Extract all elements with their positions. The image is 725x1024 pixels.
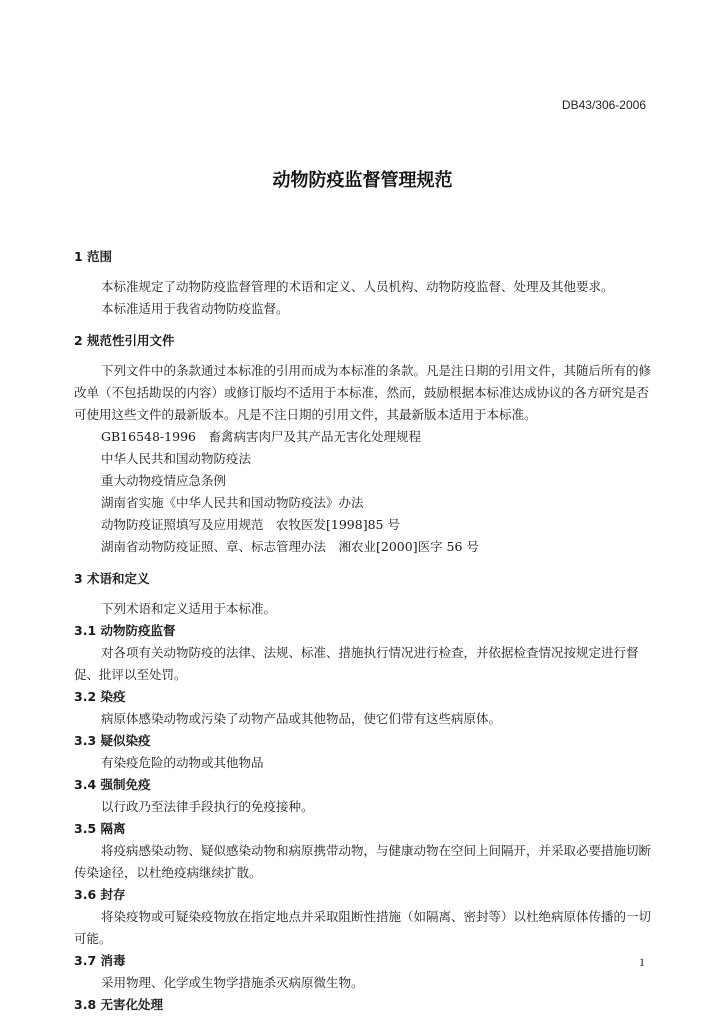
section-heading: 2 规范性引用文件 bbox=[74, 333, 175, 348]
section-heading: 1 范围 bbox=[74, 249, 113, 264]
term-definition: 病原体感染动物或污染了动物产品或其他物品，使它们带有这些病原体。 bbox=[101, 711, 502, 726]
term-heading: 3.8 无害化处理 bbox=[74, 997, 163, 1012]
section-heading: 3 术语和定义 bbox=[74, 571, 150, 586]
reference-item: 湖南省动物防疫证照、章、标志管理办法 湘农业[2000]医字 56 号 bbox=[101, 539, 479, 554]
paragraph: 下列文件中的条款通过本标准的引用而成为本标准的条款。凡是注日期的引用文件，其随后所有的修改单（不包括勘误的内容）或修订版均不适用于本标准，然而，鼓励根据本标准达成协议的各方研究是否可使用这些文件的最新版本。凡是不注日期的引用文件，其最新版本适用于本标准。 bbox=[74, 363, 652, 422]
term-heading: 3.3 疑似染疫 bbox=[74, 733, 151, 748]
term-definition: 对各项有关动物防疫的法律、法规、标准、措施执行情况进行检查，并依据检查情况按规定进行督促、批评以至处罚。 bbox=[74, 645, 639, 682]
term-definition: 以行政乃至法律手段执行的免疫接种。 bbox=[101, 799, 314, 814]
reference-item: 重大动物疫情应急条例 bbox=[101, 473, 227, 488]
term-heading: 3.1 动物防疫监督 bbox=[74, 623, 176, 638]
document-body bbox=[74, 246, 654, 1016]
reference-item: 动物防疫证照填写及应用规范 农牧医发[1998]85 号 bbox=[101, 517, 400, 532]
term-heading: 3.2 染疫 bbox=[74, 689, 126, 704]
paragraph: 本标准规定了动物防疫监督管理的术语和定义、人员机构、动物防疫监督、处理及其他要求。 bbox=[101, 279, 614, 294]
term-definition: 将染疫物或可疑染疫物放在指定地点并采取阻断性措施（如隔离、密封等）以杜绝病原体传播的一切可能。 bbox=[74, 909, 652, 946]
reference-item: 湖南省实施《中华人民共和国动物防疫法》办法 bbox=[101, 495, 364, 510]
document-code: DB43/306-2006 bbox=[561, 98, 646, 112]
reference-item: GB16548-1996 畜禽病害肉尸及其产品无害化处理规程 bbox=[101, 429, 421, 444]
term-heading: 3.7 消毒 bbox=[74, 953, 126, 968]
term-heading: 3.6 封存 bbox=[74, 887, 126, 902]
term-heading: 3.4 强制免疫 bbox=[74, 777, 151, 792]
term-definition: 将疫病感染动物、疑似感染动物和病原携带动物，与健康动物在空间上间隔开，并采取必要措施切断传染途径，以杜绝疫病继续扩散。 bbox=[74, 843, 652, 880]
page-title: 动物防疫监督管理规范 bbox=[272, 170, 453, 191]
reference-item: 中华人民共和国动物防疫法 bbox=[101, 451, 252, 466]
term-definition: 采用物理、化学或生物学措施杀灭病原微生物。 bbox=[101, 975, 364, 990]
page-number: 1 bbox=[639, 955, 645, 969]
paragraph: 下列术语和定义适用于本标准。 bbox=[101, 601, 277, 616]
paragraph: 本标准适用于我省动物防疫监督。 bbox=[101, 301, 289, 316]
term-heading: 3.5 隔离 bbox=[74, 821, 126, 836]
term-definition: 有染疫危险的动物或其他物品 bbox=[101, 755, 264, 770]
